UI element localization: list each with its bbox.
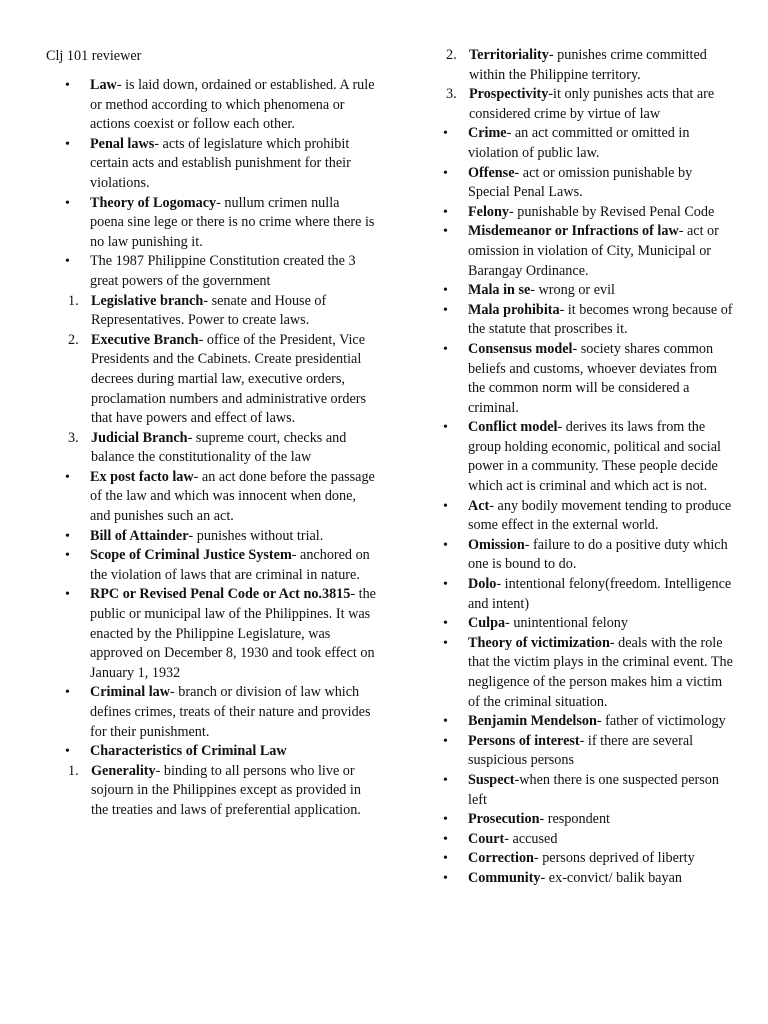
definition-item	[424, 301, 734, 340]
definition-item	[424, 849, 734, 869]
definition-item	[424, 164, 734, 203]
term: Suspect	[468, 771, 515, 788]
term: Criminal law	[90, 684, 170, 701]
definition-list	[46, 76, 376, 292]
definition-item	[424, 575, 734, 614]
definition: - senate and House of Representatives. Power to create laws.	[91, 292, 327, 329]
term: Offense	[468, 164, 515, 181]
definition: - branch or division of law which defines crimes, treats of their nature and provides for their punishment.	[90, 684, 371, 740]
definition: - society shares common beliefs and customs, whoever deviates from the common norm will be considered a criminal.	[468, 340, 717, 416]
left-column	[46, 76, 376, 821]
term: Legislative branch	[91, 292, 204, 309]
definition-item	[424, 810, 734, 830]
numbered-item	[46, 292, 376, 331]
term: Dolo	[468, 576, 497, 593]
definition-item	[46, 76, 376, 135]
term: RPC or Revised Penal Code or Act no.3815	[90, 586, 351, 603]
definition-item	[424, 634, 734, 712]
definition-item	[46, 585, 376, 683]
definition: - any bodily movement tending to produce some effect in the external world.	[468, 497, 732, 534]
term: Consensus model	[468, 340, 573, 357]
document-title: Clj 101 reviewer	[46, 48, 142, 64]
term: Theory of victimization	[468, 634, 610, 651]
definition: - act or omission in violation of City, Municipal or Barangay Ordinance.	[468, 223, 719, 279]
definition-item	[424, 869, 734, 889]
definition-list	[46, 468, 376, 762]
definition: - ex-convict/ balik bayan	[540, 869, 682, 886]
term: Crime	[468, 125, 507, 142]
definition: -it only punishes acts that are considered crime by virtue of law	[469, 86, 715, 122]
term: Mala prohibita	[468, 301, 560, 318]
powers-list	[46, 292, 376, 468]
term: Executive Branch	[91, 331, 199, 348]
definition-item	[424, 771, 734, 810]
numbered-item	[46, 331, 376, 429]
numbered-item	[424, 85, 734, 124]
term: Mala in se	[468, 282, 531, 299]
definition: - persons deprived of liberty	[533, 850, 695, 867]
definition-item	[46, 252, 376, 291]
definition-item	[424, 732, 734, 771]
definition: - father of victimology	[596, 713, 726, 730]
term: Omission	[468, 536, 525, 553]
definition-item	[424, 497, 734, 536]
definition: - binding to all persons who live or sojourn in the Philippines except as provided in the treaties and laws of preferential application.	[91, 762, 361, 818]
definition-item	[46, 194, 376, 253]
definition-item	[424, 418, 734, 496]
item-number: 2.	[446, 47, 457, 63]
item-number: 1.	[68, 292, 79, 309]
definition: The 1987 Philippine Constitution created the 3 great powers of the government	[90, 253, 356, 289]
definition: - act or omission punishable by Special Penal Laws.	[468, 164, 693, 201]
definition-item	[424, 830, 734, 850]
definition-item	[424, 222, 734, 281]
term: Generality	[91, 762, 156, 779]
term: Bill of Attainder	[90, 527, 189, 544]
definition: - an act committed or omitted in violation of public law.	[468, 125, 690, 161]
term: Penal laws	[90, 135, 155, 152]
definition-item	[424, 536, 734, 575]
definition: - acts of legislature which prohibit certain acts and establish punishment for their violations.	[90, 135, 351, 191]
definition-item	[424, 340, 734, 418]
definition: - respondent	[539, 811, 610, 828]
characteristics-list	[46, 762, 376, 821]
numbered-item	[46, 429, 376, 468]
term: Judicial Branch	[91, 429, 188, 446]
definition: -when there is one suspected person left	[468, 771, 719, 808]
term: Conflict model	[468, 419, 558, 436]
term: Theory of Logomacy	[90, 194, 217, 211]
definition-item	[424, 614, 734, 634]
definition: - is laid down, ordained or established. A rule or method according to which phenomena or actions coexist or follow each other.	[90, 77, 375, 133]
term: Misdemeanor or Infractions of law	[468, 223, 679, 240]
definition: - unintentional felony	[505, 615, 628, 632]
definition: - nullum crimen nulla poena sine lege or there is no crime where there is no law punishing it.	[90, 194, 375, 250]
definition: - wrong or evil	[530, 282, 615, 299]
term: Culpa	[468, 615, 506, 632]
term: Law	[90, 77, 117, 93]
term: Prospectivity	[469, 86, 549, 103]
definition-item	[424, 203, 734, 223]
definition: - accused	[504, 830, 558, 847]
definition-list	[424, 124, 734, 888]
term: Characteristics of Criminal Law	[90, 743, 287, 760]
numbered-item	[424, 46, 734, 85]
characteristics-list	[424, 46, 734, 124]
definition-item	[424, 124, 734, 163]
definition: - deals with the role that the victim plays in the criminal event. The negligence of the person makes him a victim of the criminal situation.	[468, 634, 733, 710]
definition: - supreme court, checks and balance the constitutionality of the law	[91, 429, 347, 466]
definition: - anchored on the violation of laws that are criminal in nature.	[90, 547, 370, 583]
definition: - punishes without trial.	[188, 527, 324, 544]
definition-item	[46, 468, 376, 527]
item-number: 3.	[68, 429, 79, 446]
definition: - failure to do a positive duty which one is bound to do.	[468, 536, 728, 573]
definition-item	[46, 742, 376, 762]
definition-item	[46, 527, 376, 547]
definition: - office of the President, Vice Presidents and the Cabinets. Create presidential decrees during martial law, executive orders, proclamation numbers and administrative orders that have powers and effect of laws.	[91, 331, 367, 427]
definition: - derives its laws from the group holding economic, political and social power in a community. These people decide which act is criminal and which act is not.	[468, 419, 721, 495]
numbered-item	[46, 762, 376, 821]
item-number: 3.	[446, 86, 457, 103]
definition: - it becomes wrong because of the statute that proscribes it.	[468, 301, 733, 338]
term: Community	[468, 869, 541, 886]
term: Ex post facto law	[90, 468, 194, 485]
term: Persons of interest	[468, 732, 580, 749]
term: Territoriality	[469, 47, 549, 63]
definition-item	[424, 712, 734, 732]
definition-item	[46, 135, 376, 194]
term: Correction	[468, 850, 534, 867]
definition-item	[424, 281, 734, 301]
definition: - punishable by Revised Penal Code	[508, 203, 715, 220]
definition: - the public or municipal law of the Philippines. It was enacted by the Philippine Legislature, was approved on December 8, 1930 and took effect on January 1, 1932	[90, 586, 376, 681]
definition: - if there are several suspicious persons	[468, 732, 694, 769]
term: Scope of Criminal Justice System	[90, 547, 292, 564]
item-number: 2.	[68, 331, 79, 348]
definition: - punishes crime committed within the Philippine territory.	[469, 47, 707, 83]
term: Benjamin Mendelson	[468, 713, 597, 730]
item-number: 1.	[68, 762, 79, 779]
definition-item	[46, 683, 376, 742]
term: Act	[468, 497, 490, 514]
term: Court	[468, 830, 505, 847]
definition-item	[46, 546, 376, 585]
term: Felony	[468, 203, 509, 220]
term: Prosecution	[468, 811, 540, 828]
definition: - intentional felony(freedom. Intelligence and intent)	[468, 576, 732, 612]
right-column	[424, 46, 734, 889]
definition: - an act done before the passage of the law and which was innocent when done, and punishes such an act.	[90, 468, 375, 525]
